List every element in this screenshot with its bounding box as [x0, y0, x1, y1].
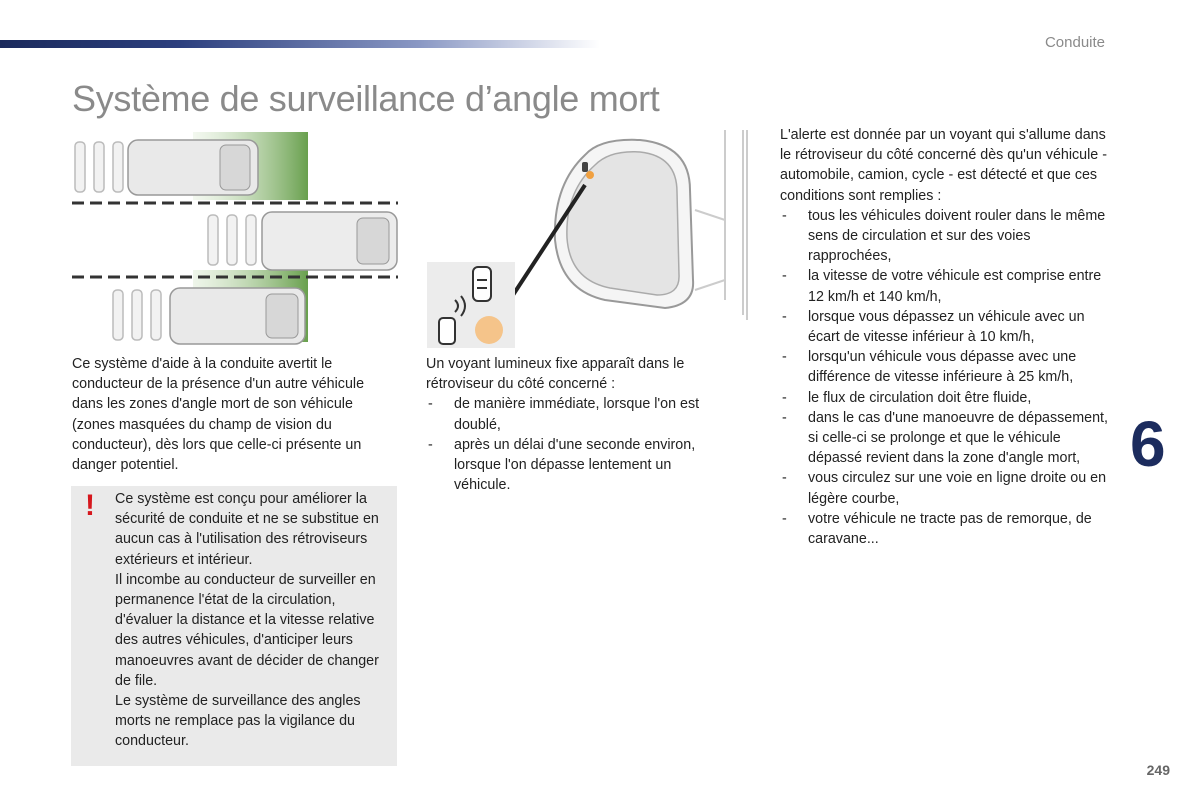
warning-text-1: Ce système est conçu pour améliorer la sécurité de conduite et ne se substitue en aucun cas à l'utilisation des rétroviseurs extérieurs et intérieur. [115, 491, 379, 568]
list-item: - après un délai d'une seconde environ, lorsque l'on dépasse lentement un véhicule. [426, 435, 726, 496]
list-item: - lorsqu'un véhicule vous dépasse avec une différence de vitesse inférieure à 25 km/h, [780, 347, 1108, 387]
warning-text-3: Le système de surveillance des angles morts ne remplace pas la vigilance du conducteur. [115, 693, 361, 750]
list-item: - le flux de circulation doit être fluide, [780, 388, 1108, 408]
warning-exclamation-icon: ! [85, 489, 95, 522]
conditions-list [780, 206, 1108, 549]
page-title: Système de surveillance d’angle mort [72, 78, 660, 119]
right-column [780, 125, 1108, 549]
intro-paragraph [72, 354, 392, 475]
section-title: Conduite [1044, 34, 1105, 51]
conditions-intro: L'alerte est donnée par un voyant qui s'allume dans le rétroviseur du côté concerné dès qu'un véhicule - automobile, camion, cycle - est détecté et que ces conditions sont remplies : [780, 127, 1107, 204]
list-item: - tous les véhicules doivent rouler dans le même sens de circulation et sur des voies rapprochées, [780, 206, 1108, 267]
warning-box [71, 486, 397, 766]
list-item: - dans le cas d'une manoeuvre de dépassement, si celle-ci se prolonge et que le véhicule dépassé revient dans la zone d'angle mort, [780, 408, 1108, 469]
warning-text [115, 489, 393, 752]
chapter-number: 6 [1130, 408, 1166, 480]
middle-intro: Un voyant lumineux fixe apparaît dans le rétroviseur du côté concerné : [426, 356, 685, 393]
page-number: 249 [1146, 762, 1170, 778]
list-item: - de manière immédiate, lorsque l'on est doublé, [426, 394, 726, 434]
intro-text: Ce système d'aide à la conduite avertit le conducteur de la présence d'un autre véhicule dans les zones d'angle mort de son véhicule (zones masquées du champ de vision du conducteur), dès lors que celle-ci présente un danger potentiel. [72, 356, 365, 474]
traffic-diagram [70, 130, 400, 350]
middle-list [426, 394, 726, 495]
header-accent-bar [0, 40, 600, 48]
list-item: - vous circulez sur une voie en ligne droite ou en légère courbe, [780, 468, 1108, 508]
mirror-illustration [425, 130, 760, 350]
list-item: - lorsque vous dépassez un véhicule avec un écart de vitesse inférieur à 10 km/h, [780, 307, 1108, 347]
middle-column [426, 354, 726, 495]
list-item: - la vitesse de votre véhicule est comprise entre 12 km/h et 140 km/h, [780, 266, 1108, 306]
warning-text-2: Il incombe au conducteur de surveiller en permanence l'état de la circulation, d'évaluer la distance et la vitesse relative des autres véhicules, d'anticiper leurs manoeuvres avant de décider de changer de file. [115, 571, 379, 689]
list-item: - votre véhicule ne tracte pas de remorque, de caravane... [780, 509, 1108, 549]
